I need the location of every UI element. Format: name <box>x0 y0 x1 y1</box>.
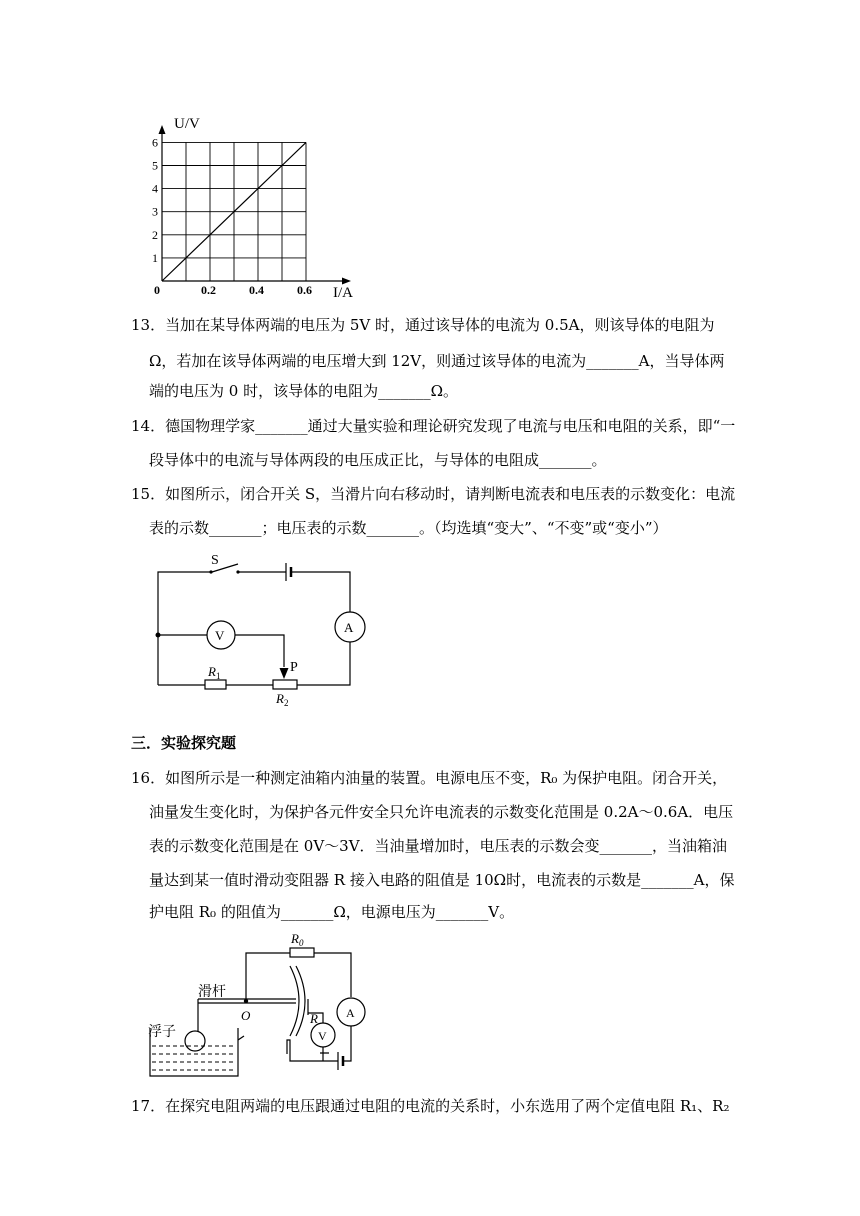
pivot-dot <box>244 999 248 1003</box>
q16-line-3: 表的示数变化范围是在 0V～3V．当油量增加时，电压表的示数会变_______，当油箱油 <box>149 837 728 855</box>
r0-wire-left <box>246 953 290 1001</box>
q15-line-2: 表的示数_______；电压表的示数_______。（均选填“变大”、“不变”或“变小”） <box>149 519 668 537</box>
pivot-label: O <box>241 1008 251 1023</box>
r0-label: $R_0$ <box>291 931 304 948</box>
switch-label: S <box>211 553 219 568</box>
x-axis-label: I/A <box>333 285 353 300</box>
q14-line-1: 14．德国物理学家_______通过大量实验和理论研究发现了电流与电压和电阻的关系，即“一 <box>131 417 736 435</box>
q14-line-2: 段导体中的电流与导体两段的电压成正比，与导体的电阻成_______。 <box>149 451 607 469</box>
r0-resistor <box>290 948 314 957</box>
q15-line-1: 15．如图所示，闭合开关 S，当滑片向右移动时，请判断电流表和电压表的示数变化：电流 <box>131 485 736 503</box>
right-wire <box>297 642 350 685</box>
q13-line-1: 13．当加在某导体两端的电压为 5V 时，通过该导体的电流为 0.5A，则该导体的电阻为 <box>131 316 715 334</box>
oil-tank-diagram <box>140 928 380 1088</box>
lever-label: 滑杆 <box>198 985 226 1000</box>
top-wire-right <box>291 572 350 612</box>
x-tick-labels <box>201 283 312 297</box>
y-axis-label: U/V <box>174 116 200 132</box>
x-tick-label: 0.6 <box>297 283 312 297</box>
ammeter-label-2: A <box>346 1006 355 1020</box>
y-tick-label: 2 <box>152 227 158 242</box>
arc-resistor-r-outer <box>296 966 305 1036</box>
q16-line-5: 护电阻 R₀ 的阻值为_______Ω，电源电压为_______V。 <box>149 903 515 921</box>
q13-line-3: 端的电压为 0 时，该导体的电阻为_______Ω。 <box>149 382 459 400</box>
r0-wire-right <box>314 953 351 997</box>
r-label: R <box>310 1011 318 1026</box>
x-tick-label: 0.2 <box>201 283 216 297</box>
switch-dot-left <box>209 570 212 573</box>
bottom-wire-2 <box>287 1040 338 1061</box>
q16-line-1: 16．如图所示是一种测定油箱内油量的装置。电源电压不变，R₀ 为保护电阻。闭合开关， <box>131 769 728 787</box>
y-tick-label: 6 <box>152 135 158 150</box>
y-tick-label: 4 <box>152 181 158 196</box>
slider-arrow <box>280 668 289 679</box>
y-tick-label: 3 <box>152 204 158 219</box>
q16-line-4: 量达到某一值时滑动变阻器 R 接入电路的阻值是 10Ω时，电流表的示数是_______A，保 <box>149 871 735 889</box>
right-wire-2 <box>343 1026 351 1061</box>
slider-label: P <box>290 660 298 675</box>
origin-label: 0 <box>154 283 160 297</box>
y-tick-label: 5 <box>152 158 158 173</box>
y-tick-label: 1 <box>152 250 158 265</box>
y-axis-arrow <box>159 125 166 134</box>
ammeter-label: A <box>344 620 354 635</box>
v-wire <box>308 999 329 1053</box>
junction-dot <box>156 633 161 638</box>
voltmeter-label: V <box>215 628 225 643</box>
circuit-diagram-1 <box>150 550 380 715</box>
r2-label: $R_2$ <box>276 691 289 708</box>
oil-surface <box>152 1046 236 1070</box>
u-i-graph <box>140 105 370 300</box>
r1-resistor <box>205 680 226 689</box>
top-wire-left <box>158 572 210 685</box>
voltmeter-label-2: V <box>318 1029 327 1043</box>
q13-line-2: Ω，若加在该导体两端的电压增大到 12V，则通过该导体的电流为_______A，当导体两 <box>149 352 725 370</box>
x-axis-arrow <box>342 278 351 285</box>
r1-label: $R_1$ <box>208 664 221 681</box>
arc-resistor-r <box>290 966 299 1036</box>
y-tick-labels <box>152 135 158 265</box>
q16-line-2: 油量发生变化时，为保护各元件安全只允许电流表的示数变化范围是 0.2A～0.6A．电压 <box>149 803 734 821</box>
float-label: 浮子 <box>148 1025 176 1040</box>
tank-spout <box>238 1036 244 1040</box>
r2-resistor <box>273 680 297 689</box>
q17-line-1: 17．在探究电阻两端的电压跟通过电阻的电流的关系时，小东选用了两个定值电阻 R₁、R₂ <box>131 1097 730 1115</box>
section-heading: 三．实验探究题 <box>131 734 237 752</box>
switch-dot-right <box>236 570 239 573</box>
voltmeter-wire-right <box>235 635 284 667</box>
float <box>185 1031 205 1051</box>
x-tick-label: 0.4 <box>249 283 264 297</box>
